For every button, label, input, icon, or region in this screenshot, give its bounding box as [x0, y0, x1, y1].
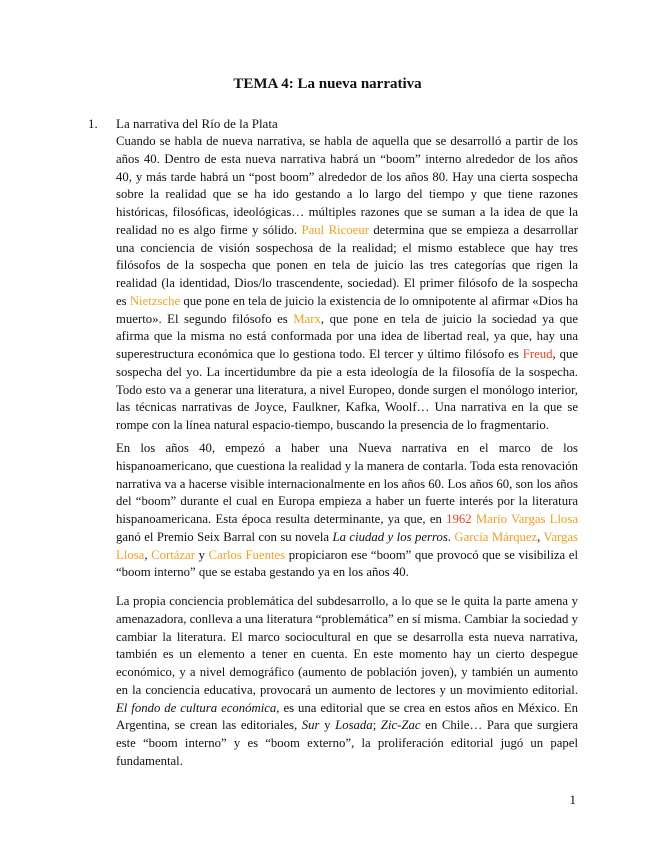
paragraph-3	[116, 593, 578, 771]
highlighted-name: Mario Vargas Llosa	[475, 512, 578, 526]
highlighted-name: Freud	[522, 347, 553, 361]
italic-text-run: Losada	[335, 718, 373, 733]
italic-text-run: Zic-Zac	[380, 718, 421, 733]
text-run: Cuando se habla de nueva narrativa, se habla de aquella que se desarrolló a partir de los años 40. Dentro de esta nueva narrativa habrá un “boom” interno alrededor de los años 40, y más tarde habrá un “post boom” alrededor de los años 80. Hay una cierta sospecha sobre la realidad que se ha ido gestando a lo largo del tiempo y que tiene razones históricas, filosóficas, ideológicas… múltiples razones que se suman a la idea de que la realidad no es algo firme y sólido.	[116, 134, 578, 237]
italic-text-run: Sur	[301, 718, 320, 733]
section-heading	[88, 115, 588, 133]
text-run: ,	[537, 529, 544, 544]
highlighted-name: García Márquez	[454, 529, 538, 544]
highlighted-name: Carlos Fuentes	[208, 547, 286, 562]
paragraph-2	[116, 440, 578, 582]
text-run: En los años 40, empezó a haber una Nueva narrativa en el marco de los hispanoamericano, que cuestiona la realidad y la manera de contarla. Toda esta renovación narrativa va a hacerse visible internacionalmente en los años 60. Los años 60, son los años del “boom” durante el cual en Europa empieza a haber un fuerte interés por la literatura hispanoamericana. Esta época resulta determinante, ya que, en	[116, 441, 578, 526]
page-number: 1	[569, 792, 576, 807]
highlighted-name: Vargas Llosa	[116, 529, 578, 562]
text-run: , que pone en tela de juicio la sociedad ya que afirma que la misma no está conformada por una idea de libertad real, ya que, hay una superestructura económica que lo gestiona todo. El tercer y último filósofo es	[116, 311, 579, 361]
highlighted-name: Marx	[293, 311, 321, 326]
text-run: que pone en tela de juicio la existencia de lo omnipotente al afirmar «Dios ha muerto». El segundo filósofo es	[116, 293, 579, 326]
page-title: TEMA 4: La nueva narrativa	[233, 76, 422, 92]
text-run: y	[319, 718, 336, 733]
text-run: La propia conciencia problemática del subdesarrollo, a lo que se le quita la parte amena y amenazadora, conlleva a una literatura “problemática” en sí misma. Cambiar la sociedad y cambiar la literatura. El marco sociocultural en que se desarrolla esta nueva narrativa, también es un elemento a tener en cuenta. En este momento hay un cierto despegue económico, y a nivel demográfico (aumento de población joven), y también un aumento en la conciencia educativa, provocará un aumento de lectores y un movimiento editorial.	[116, 594, 578, 697]
text-run: ,	[144, 547, 152, 562]
italic-text-run: El fondo de cultura económica	[116, 700, 277, 715]
text-run: , es una editorial que se crea en estos años en México. En Argentina, se crean las editoriales,	[116, 700, 578, 733]
section-title: La narrativa del Río de la Plata	[116, 116, 278, 131]
text-run: ganó el Premio Seix Barral con su novela	[116, 529, 333, 544]
text-run: propiciaron ese “boom” que provocó que se visibiliza el “boom interno” que se estaba gestando ya en los años 40.	[116, 547, 579, 580]
highlighted-name: Nietzsche	[129, 293, 181, 308]
italic-text-run: La ciudad y los perros	[332, 529, 448, 544]
highlighted-name: 1962	[446, 512, 472, 526]
text-run: en Chile… Para que surgiera este “boom interno” y es “boom externo”, la proliferación editorial jugó un papel fundamental.	[116, 718, 579, 768]
text-run: ;	[372, 718, 381, 733]
text-run: .	[447, 529, 455, 544]
section-number: 1.	[88, 116, 98, 131]
text-run: , que sospecha del yo. La incertidumbre da pie a esta ideología de la filosofía de la sospecha. Todo esto va a generar una literatura, a nivel Europeo, donde surgen el monólogo interior, las técnicas narrativas de Joyce, Faulkner, Kafka, Woolf… Una narrativa en la que se rompe con la línea natural espacio-tiempo, buscando la presencia de lo fragmentario.	[116, 347, 578, 432]
highlighted-name: Paul Ricoeur	[301, 222, 369, 237]
text-run: determina que se empieza a desarrollar una conciencia de visión sospechosa de la realidad; el mismo establece que hay tres filósofos de la sospecha que ponen en tela de juicio las tres categorías que rigen la realidad (la identidad, Dios/lo trascendente, sociedad). El primer filósofo de la sospecha es	[116, 222, 578, 308]
highlighted-name: Cortázar	[151, 547, 195, 562]
paragraph-1	[116, 133, 578, 435]
text-run: y	[195, 547, 209, 562]
